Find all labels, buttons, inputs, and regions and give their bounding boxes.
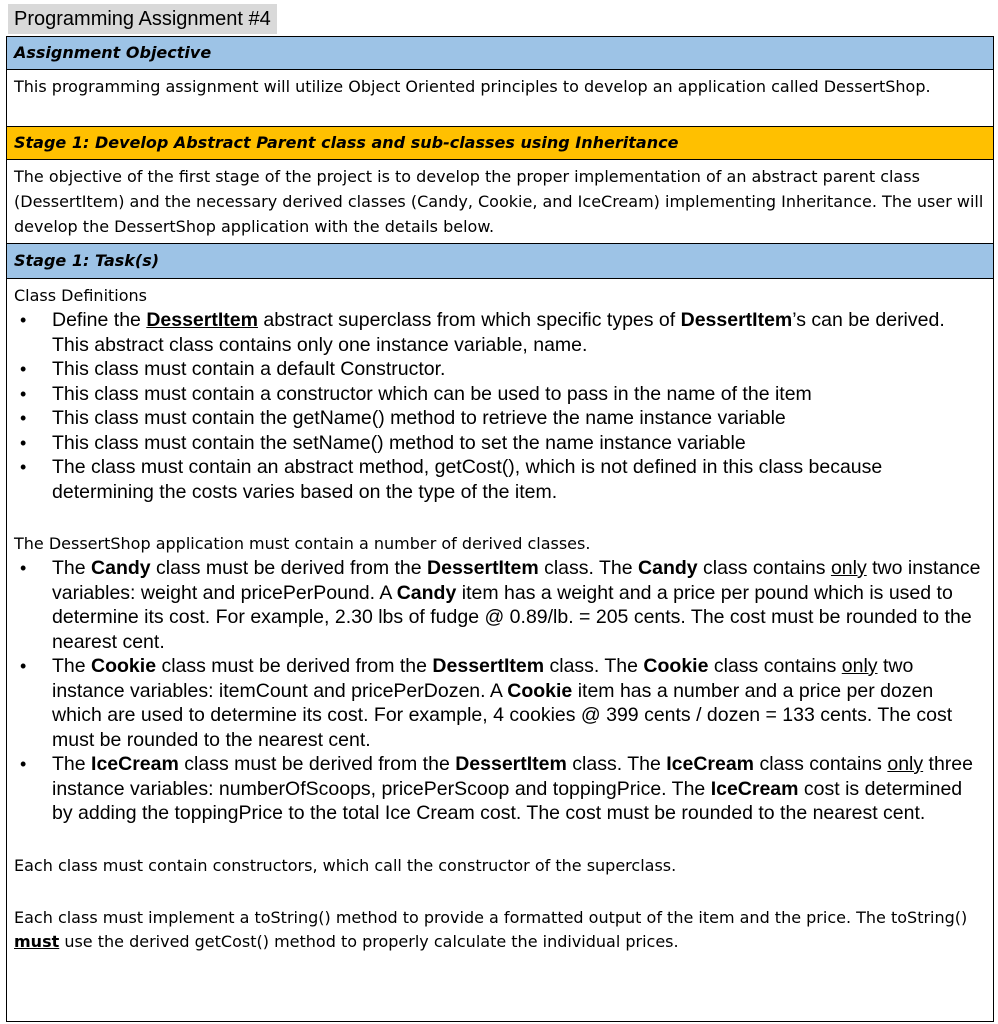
list-item: • This class must contain the setName() method to set the name instance variable bbox=[14, 431, 986, 456]
assignment-table bbox=[6, 36, 994, 1022]
class-definitions-heading: Class Definitions bbox=[14, 286, 147, 305]
tasks-header: Stage 1: Task(s) bbox=[7, 244, 993, 279]
list-item: • This class must contain a constructor which can be used to pass in the name of the item bbox=[14, 382, 986, 407]
list-item-candy: • The Candy class must be derived from the DessertItem class. The Candy class contains only two instance variables: weight and pricePerPound. A Candy item has a weight and a price per pound which is used to determine its cost. For example, 2.30 lbs of fudge @ 0.89/lb. = 205 cents. The cost must be rounded to the nearest cent. bbox=[14, 556, 986, 654]
tasks-body bbox=[7, 279, 993, 1021]
constructors-text: Each class must contain constructors, which call the constructor of the superclass. bbox=[14, 855, 677, 875]
objective-header: Assignment Objective bbox=[7, 37, 993, 70]
list-item: • Define the DessertItem abstract superclass from which specific types of DessertItem’s can be derived. This abstract class contains only one instance variable, name. bbox=[14, 308, 986, 357]
list-item: • This class must contain the getName() method to retrieve the name instance variable bbox=[14, 406, 986, 431]
stage1-text: The objective of the first stage of the project is to develop the proper implementation of an abstract parent class (DessertItem) and the necessary derived classes (Candy, Cookie, and IceCream) implementing Inheritance. The user will develop the DessertShop application with the details below. bbox=[7, 160, 993, 244]
list-item-icecream: • The IceCream class must be derived from the DessertItem class. The IceCream class contains only three instance variables: numberOfScoops, pricePerScoop and toppingPrice. The IceCream cost is determined by adding the toppingPrice to the total Ice Cream cost. The cost must be rounded to the nearest cent. bbox=[14, 752, 986, 826]
derived-classes-list bbox=[14, 556, 986, 826]
list-item: • This class must contain a default Constructor. bbox=[14, 357, 986, 382]
list-item: • The class must contain an abstract method, getCost(), which is not defined in this class because determining the costs varies based on the type of the item. bbox=[14, 455, 986, 504]
objective-text: This programming assignment will utilize Object Oriented principles to develop an application called DessertShop. bbox=[7, 70, 993, 127]
list-item-cookie: • The Cookie class must be derived from the DessertItem class. The Cookie class contains only two instance variables: itemCount and pricePerDozen. A Cookie item has a number and a price per dozen which are used to determine its cost. For example, 4 cookies @ 399 cents / dozen = 133 cents. The cost must be rounded to the nearest cent. bbox=[14, 654, 986, 752]
stage1-header: Stage 1: Develop Abstract Parent class and sub-classes using Inheritance bbox=[7, 127, 993, 160]
class-definitions-list bbox=[14, 308, 986, 504]
document-title: Programming Assignment #4 bbox=[8, 4, 277, 34]
tostring-text: Each class must implement a toString() method to provide a formatted output of the item and the price. The toString() must use the derived getCost() method to properly calculate the individual prices. bbox=[14, 907, 968, 951]
derived-classes-heading: The DessertShop application must contain a number of derived classes. bbox=[14, 534, 591, 553]
